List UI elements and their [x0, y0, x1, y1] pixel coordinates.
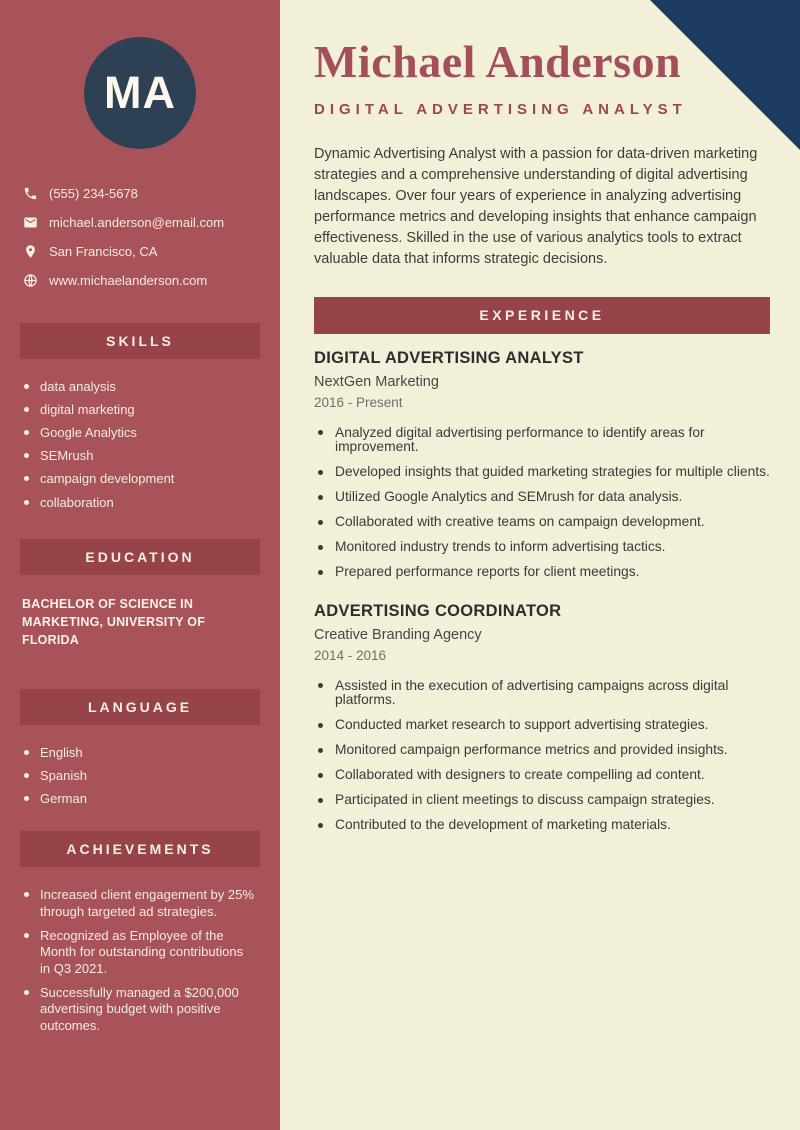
- achievements-section-title: ACHIEVEMENTS: [66, 841, 214, 858]
- job-bullet-text: Assisted in the execution of advertising campaigns across digital platforms.: [335, 677, 729, 708]
- skill-item-label: digital marketing: [40, 402, 135, 418]
- bullet-dot: [318, 570, 323, 575]
- skill-item: [24, 402, 256, 418]
- language-item: [24, 745, 256, 761]
- skill-item-label: data analysis: [40, 379, 116, 394]
- main-column: [280, 0, 800, 1130]
- language-list: [24, 745, 256, 807]
- language-item-label: German: [40, 791, 87, 807]
- contact-email-text: michael.anderson@email.com: [49, 215, 225, 230]
- bullet-dot: [24, 773, 29, 778]
- avatar-initials: MA: [104, 67, 176, 118]
- education-degree: BACHELOR OF SCIENCE IN MARKETING, UNIVERSITY OF FLORIDA: [22, 596, 206, 647]
- bullet-dot: [24, 892, 29, 897]
- experience-banner-label: EXPERIENCE: [479, 307, 605, 324]
- language-item-label: English: [40, 745, 83, 761]
- job-bullet-text: Developed insights that guided marketing strategies for multiple clients.: [335, 464, 770, 480]
- achievement-item-label: Increased client engagement by 25% through targeted ad strategies.: [40, 887, 254, 919]
- job-bullet-text: Utilized Google Analytics and SEMrush for data analysis.: [335, 489, 683, 505]
- bullet-dot: [318, 723, 323, 728]
- job-bullet-item: [318, 718, 770, 733]
- sidebar: [0, 0, 280, 1130]
- contact-block: [23, 179, 280, 295]
- job-bullet-item: [318, 743, 770, 758]
- bullet-dot: [318, 798, 323, 803]
- skill-item: [24, 471, 256, 487]
- bullet-dot: [24, 430, 29, 435]
- job-bullet-list: [318, 426, 770, 580]
- job-company: NextGen Marketing: [314, 373, 439, 390]
- experience-banner: [314, 297, 770, 334]
- contact-email: [23, 208, 280, 237]
- job-bullet-text: Contributed to the development of marketing materials.: [335, 817, 671, 833]
- job-bullet-text: Monitored industry trends to inform advertising tactics.: [335, 539, 666, 555]
- pin-icon: [23, 244, 38, 259]
- skill-item: [24, 425, 256, 441]
- job-bullet-text: Analyzed digital advertising performance to identify areas for improvement.: [335, 424, 705, 455]
- skills-section-header: [20, 323, 260, 359]
- summary-paragraph: Dynamic Advertising Analyst with a passion for data-driven marketing strategies and a comprehensive understanding of digital advertising landscapes. Over four years of experience in analyzing advertising performance metrics and developing insights that enhance campaign effectiveness. Skilled in the use of various analytics tools to extract valuable data that informs strategic decisions.: [314, 145, 758, 267]
- contact-phone-text: (555) 234-5678: [49, 186, 138, 201]
- contact-location: [23, 237, 280, 266]
- language-section-title: LANGUAGE: [87, 699, 193, 716]
- job-bullet-item: [318, 465, 770, 480]
- contact-website: [23, 266, 280, 295]
- bullet-dot: [24, 384, 29, 389]
- job-entry-2: [314, 602, 770, 833]
- skill-item: [24, 379, 256, 395]
- bullet-dot: [318, 470, 323, 475]
- person-role: DIGITAL ADVERTISING ANALYST: [314, 100, 687, 118]
- bullet-dot: [318, 748, 323, 753]
- education-section-header: [20, 539, 260, 575]
- skills-section-title: SKILLS: [106, 333, 174, 349]
- bullet-dot: [24, 453, 29, 458]
- contact-phone: [23, 179, 280, 208]
- skill-item: [24, 495, 256, 511]
- globe-icon: [23, 273, 38, 288]
- bullet-dot: [24, 500, 29, 505]
- job-title: DIGITAL ADVERTISING ANALYST: [314, 348, 584, 367]
- bullet-dot: [318, 683, 323, 688]
- job-bullet-item: [318, 490, 770, 505]
- job-dates: 2016 - Present: [314, 394, 403, 410]
- bullet-dot: [318, 495, 323, 500]
- education-section-title: EDUCATION: [85, 548, 195, 565]
- bullet-dot: [318, 823, 323, 828]
- achievement-item-label: Recognized as Employee of the Month for outstanding contributions in Q3 2021.: [40, 927, 244, 976]
- achievement-item: [24, 985, 256, 1035]
- bullet-dot: [24, 990, 29, 995]
- job-bullet-list: [318, 679, 770, 833]
- job-bullet-item: [318, 426, 770, 455]
- person-name: Michael Anderson: [314, 36, 682, 87]
- job-bullet-text: Monitored campaign performance metrics and provided insights.: [335, 742, 728, 758]
- bullet-dot: [318, 430, 323, 435]
- achievement-item: [24, 887, 256, 920]
- job-bullet-item: [318, 540, 770, 555]
- bullet-dot: [24, 796, 29, 801]
- job-bullet-text: Participated in client meetings to discuss campaign strategies.: [335, 792, 715, 808]
- language-item-label: Spanish: [40, 768, 87, 784]
- achievements-list: [24, 887, 256, 1034]
- contact-location-text: San Francisco, CA: [49, 244, 158, 259]
- bullet-dot: [318, 545, 323, 550]
- job-bullet-text: Prepared performance reports for client meetings.: [335, 564, 640, 580]
- job-bullet-text: Collaborated with creative teams on campaign development.: [335, 514, 705, 530]
- job-bullet-item: [318, 768, 770, 783]
- job-bullet-item: [318, 565, 770, 580]
- bullet-dot: [24, 933, 29, 938]
- achievements-section-header: [20, 831, 260, 867]
- bullet-dot: [24, 750, 29, 755]
- bullet-dot: [24, 407, 29, 412]
- job-company: Creative Branding Agency: [314, 626, 482, 643]
- job-bullet-text: Collaborated with designers to create compelling ad content.: [335, 767, 705, 783]
- bullet-dot: [318, 520, 323, 525]
- language-item: [24, 768, 256, 784]
- avatar: [84, 37, 196, 149]
- language-item: [24, 791, 256, 807]
- bullet-dot: [24, 476, 29, 481]
- job-bullet-item: [318, 818, 770, 833]
- mail-icon: [23, 215, 38, 230]
- skill-item-label: collaboration: [40, 494, 114, 510]
- phone-icon: [23, 186, 38, 201]
- job-bullet-text: Conducted market research to support advertising strategies.: [335, 717, 709, 733]
- skill-item-label: Google Analytics: [40, 425, 137, 441]
- skills-list: [24, 379, 256, 511]
- bullet-dot: [318, 773, 323, 778]
- skill-item-label: campaign development: [40, 471, 175, 487]
- skill-item: [24, 448, 256, 464]
- contact-website-text: www.michaelanderson.com: [49, 273, 208, 288]
- skill-item-label: SEMrush: [40, 448, 94, 464]
- job-entry-1: [314, 349, 770, 580]
- achievement-item-label: Successfully managed a $200,000 advertising budget with positive outcomes.: [40, 984, 239, 1033]
- job-bullet-item: [318, 515, 770, 530]
- job-bullet-item: [318, 793, 770, 808]
- achievement-item: [24, 928, 256, 978]
- job-bullet-item: [318, 679, 770, 708]
- language-section-header: [20, 689, 260, 725]
- job-title: ADVERTISING COORDINATOR: [314, 601, 562, 620]
- job-dates: 2014 - 2016: [314, 647, 387, 663]
